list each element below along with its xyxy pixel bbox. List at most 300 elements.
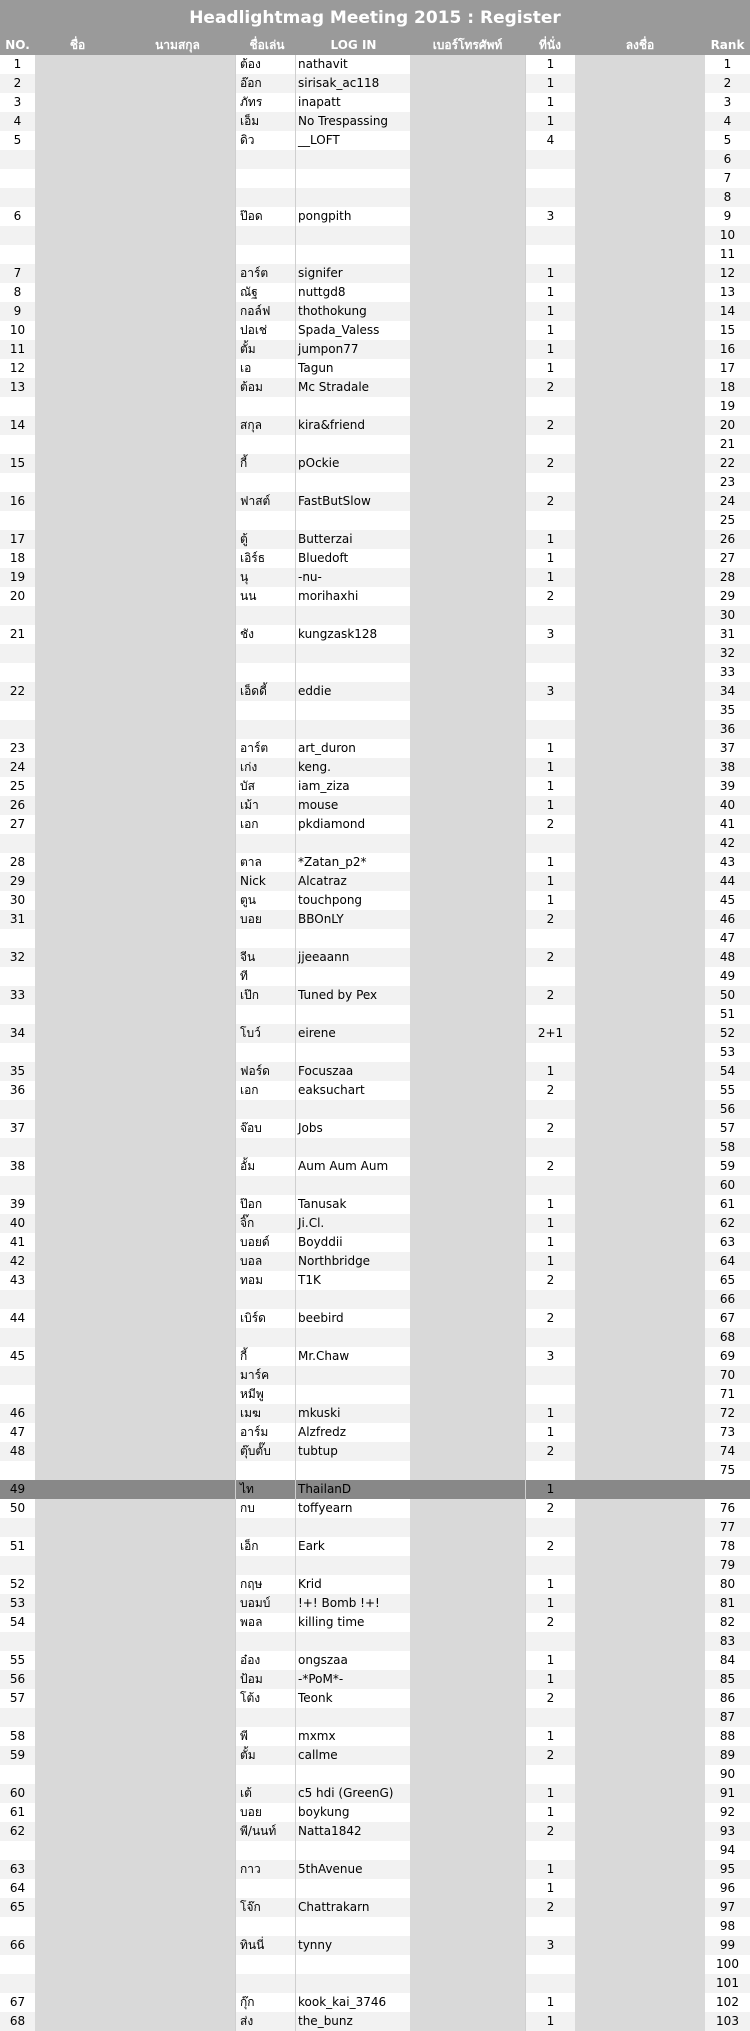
cell-no: 65 [9, 1900, 26, 1914]
table-row [0, 511, 750, 530]
cell-seats: 2 [525, 1613, 575, 1632]
cell-login: the_bunz [295, 2012, 410, 2031]
cell-seats: 1 [525, 74, 575, 93]
cell-no [0, 1556, 35, 1575]
cell-seats: 3 [525, 1936, 575, 1955]
cell-seats [525, 701, 575, 720]
cell-nickname: อาร์ต [235, 739, 295, 758]
cell-no [0, 1176, 35, 1195]
cell-no: 41 [9, 1235, 26, 1249]
cell-login [295, 511, 410, 530]
cell-last-name [120, 929, 235, 948]
cell-phone [410, 1328, 525, 1347]
cell-no: 36 [9, 1083, 26, 1097]
cell-phone [410, 1138, 525, 1157]
cell-sign [575, 568, 705, 587]
cell-login: tubtup [295, 1442, 410, 1461]
cell-nickname [235, 435, 295, 454]
cell-no: 68 [9, 2014, 26, 2028]
cell-nickname [235, 1955, 295, 1974]
cell-sign [575, 1252, 705, 1271]
cell-login: Eark [295, 1537, 410, 1556]
cell-rank: 44 [719, 874, 736, 888]
cell-nickname [235, 1176, 295, 1195]
cell-rank: 56 [719, 1102, 736, 1116]
cell-phone [410, 1936, 525, 1955]
cell-phone [410, 910, 525, 929]
cell-nickname: จ๊อบ [235, 1119, 295, 1138]
table-row [0, 1081, 750, 1100]
cell-seats: 1 [525, 568, 575, 587]
cell-phone [410, 1708, 525, 1727]
cell-phone [410, 853, 525, 872]
cell-sign [575, 1062, 705, 1081]
cell-login [295, 397, 410, 416]
cell-first-name [35, 1290, 120, 1309]
cell-first-name [35, 131, 120, 150]
cell-seats: 1 [525, 739, 575, 758]
cell-last-name [120, 1974, 235, 1993]
cell-first-name [35, 587, 120, 606]
table-row [0, 435, 750, 454]
cell-login: art_duron [295, 739, 410, 758]
cell-nickname: บัส [235, 777, 295, 796]
cell-first-name [35, 701, 120, 720]
cell-login: No Trespassing [295, 112, 410, 131]
cell-no: 2 [13, 76, 22, 90]
cell-first-name [35, 1005, 120, 1024]
cell-last-name [120, 568, 235, 587]
cell-rank: 29 [719, 589, 736, 603]
cell-login: Bluedoft [295, 549, 410, 568]
cell-phone [410, 1917, 525, 1936]
cell-last-name [120, 1233, 235, 1252]
cell-last-name [120, 492, 235, 511]
cell-rank: 23 [719, 475, 736, 489]
cell-rank: 41 [719, 817, 736, 831]
cell-seats [525, 1328, 575, 1347]
cell-login: Boyddii [295, 1233, 410, 1252]
cell-no: 51 [9, 1539, 26, 1553]
cell-rank: 101 [716, 1976, 739, 1990]
cell-sign [575, 473, 705, 492]
cell-sign [575, 264, 705, 283]
cell-sign [575, 853, 705, 872]
cell-no: 22 [9, 684, 26, 698]
cell-sign [575, 283, 705, 302]
cell-last-name [120, 739, 235, 758]
cell-sign [575, 1385, 705, 1404]
cell-nickname [235, 226, 295, 245]
table-row [0, 682, 750, 701]
cell-no [0, 644, 35, 663]
cell-seats: 1 [525, 2012, 575, 2031]
cell-rank: 102 [716, 1995, 739, 2009]
table-row [0, 1195, 750, 1214]
cell-phone [410, 1784, 525, 1803]
cell-login: nuttgd8 [295, 283, 410, 302]
table-row [0, 1404, 750, 1423]
cell-last-name [120, 1062, 235, 1081]
cell-last-name [120, 758, 235, 777]
cell-no: 35 [9, 1064, 26, 1078]
cell-sign [575, 340, 705, 359]
cell-rank: 26 [719, 532, 736, 546]
cell-last-name [120, 1955, 235, 1974]
table-row [0, 1518, 750, 1537]
cell-sign [575, 948, 705, 967]
cell-first-name [35, 891, 120, 910]
cell-no [0, 720, 35, 739]
cell-last-name [120, 1841, 235, 1860]
cell-sign [575, 1347, 705, 1366]
table-row [0, 758, 750, 777]
cell-last-name [120, 245, 235, 264]
cell-no: 5 [13, 133, 22, 147]
cell-sign [575, 1195, 705, 1214]
cell-seats: 2 [525, 1898, 575, 1917]
cell-nickname [235, 1879, 295, 1898]
table-row [0, 1803, 750, 1822]
cell-no: 6 [13, 209, 22, 223]
cell-first-name [35, 1879, 120, 1898]
cell-first-name [35, 1860, 120, 1879]
cell-login: 5thAvenue [295, 1860, 410, 1879]
cell-nickname [235, 1138, 295, 1157]
cell-login: tynny [295, 1936, 410, 1955]
table-row [0, 397, 750, 416]
cell-login: iam_ziza [295, 777, 410, 796]
cell-phone [410, 644, 525, 663]
cell-seats: 2 [525, 1119, 575, 1138]
cell-seats: 2 [525, 1309, 575, 1328]
cell-last-name [120, 226, 235, 245]
cell-last-name [120, 397, 235, 416]
cell-last-name [120, 473, 235, 492]
cell-nickname [235, 1632, 295, 1651]
cell-login: toffyearn [295, 1499, 410, 1518]
cell-nickname [235, 1974, 295, 1993]
cell-nickname: พี [235, 1727, 295, 1746]
cell-first-name [35, 853, 120, 872]
cell-sign [575, 625, 705, 644]
cell-sign [575, 796, 705, 815]
cell-no [0, 245, 35, 264]
cell-first-name [35, 815, 120, 834]
cell-login: Tanusak [295, 1195, 410, 1214]
table-row [0, 606, 750, 625]
cell-seats [525, 967, 575, 986]
cell-rank: 98 [719, 1919, 736, 1933]
cell-last-name [120, 1499, 235, 1518]
cell-seats: 1 [525, 359, 575, 378]
cell-no: 55 [9, 1653, 26, 1667]
cell-last-name [120, 1803, 235, 1822]
cell-sign [575, 986, 705, 1005]
cell-no [0, 1005, 35, 1024]
cell-nickname: ฟอร์ด [235, 1062, 295, 1081]
cell-phone [410, 1309, 525, 1328]
cell-login [295, 1005, 410, 1024]
cell-last-name [120, 131, 235, 150]
cell-rank: 14 [719, 304, 736, 318]
cell-phone [410, 264, 525, 283]
cell-login: ongszaa [295, 1651, 410, 1670]
table-row [0, 720, 750, 739]
cell-phone [410, 1689, 525, 1708]
cell-nickname: ปอเช่ [235, 321, 295, 340]
cell-no [0, 1328, 35, 1347]
cell-rank: 43 [719, 855, 736, 869]
cell-rank: 72 [719, 1406, 736, 1420]
cell-nickname: อั้ม [235, 1157, 295, 1176]
cell-no: 23 [9, 741, 26, 755]
cell-last-name [120, 150, 235, 169]
cell-login: ThailanD [295, 1480, 410, 1499]
table-row [0, 207, 750, 226]
cell-phone [410, 1423, 525, 1442]
cell-last-name [120, 188, 235, 207]
cell-sign [575, 1328, 705, 1347]
cell-rank: 10 [719, 228, 736, 242]
cell-seats: 1 [525, 55, 575, 74]
cell-nickname: เอ [235, 359, 295, 378]
cell-no [0, 929, 35, 948]
cell-login [295, 1879, 410, 1898]
cell-no: 39 [9, 1197, 26, 1211]
cell-last-name [120, 1157, 235, 1176]
cell-no [0, 1385, 35, 1404]
cell-seats: 1 [525, 1480, 575, 1499]
cell-nickname: ป๊อก [235, 1195, 295, 1214]
cell-sign [575, 1765, 705, 1784]
cell-rank: 95 [719, 1862, 736, 1876]
cell-seats [525, 1461, 575, 1480]
cell-last-name [120, 1575, 235, 1594]
cell-seats: 1 [525, 1784, 575, 1803]
table-row [0, 1157, 750, 1176]
cell-last-name [120, 777, 235, 796]
cell-first-name [35, 1670, 120, 1689]
cell-last-name [120, 1347, 235, 1366]
cell-first-name [35, 1252, 120, 1271]
cell-seats: 1 [525, 1594, 575, 1613]
cell-seats: 1 [525, 1993, 575, 2012]
table-row [0, 1233, 750, 1252]
cell-rank: 5 [723, 133, 732, 147]
cell-rank: 77 [719, 1520, 736, 1534]
cell-sign [575, 1651, 705, 1670]
cell-rank: 17 [719, 361, 736, 375]
cell-last-name [120, 1005, 235, 1024]
cell-sign [575, 1043, 705, 1062]
cell-last-name [120, 1765, 235, 1784]
cell-phone [410, 511, 525, 530]
cell-login [295, 1518, 410, 1537]
cell-phone [410, 1062, 525, 1081]
cell-sign [575, 1271, 705, 1290]
cell-last-name [120, 872, 235, 891]
cell-no [0, 1841, 35, 1860]
cell-first-name [35, 1195, 120, 1214]
cell-phone [410, 1480, 525, 1499]
cell-seats: 2 [525, 587, 575, 606]
cell-first-name [35, 1309, 120, 1328]
table-row [0, 1366, 750, 1385]
cell-phone [410, 1233, 525, 1252]
cell-rank: 75 [719, 1463, 736, 1477]
cell-rank: 15 [719, 323, 736, 337]
cell-phone [410, 1955, 525, 1974]
cell-no: 58 [9, 1729, 26, 1743]
cell-first-name [35, 1917, 120, 1936]
cell-sign [575, 492, 705, 511]
cell-nickname [235, 929, 295, 948]
cell-no [0, 1632, 35, 1651]
cell-seats [525, 1366, 575, 1385]
cell-no: 10 [9, 323, 26, 337]
cell-last-name [120, 682, 235, 701]
table-row [0, 1328, 750, 1347]
cell-login [295, 663, 410, 682]
cell-last-name [120, 378, 235, 397]
cell-seats: 3 [525, 682, 575, 701]
cell-login [295, 644, 410, 663]
cell-login: thothokung [295, 302, 410, 321]
cell-nickname: อาร์ต [235, 264, 295, 283]
cell-nickname: เมฆ [235, 1404, 295, 1423]
cell-sign [575, 1081, 705, 1100]
cell-login: Spada_Valess [295, 321, 410, 340]
cell-nickname: เม้า [235, 796, 295, 815]
cell-sign [575, 1214, 705, 1233]
cell-rank: 85 [719, 1672, 736, 1686]
table-row [0, 568, 750, 587]
table-row [0, 188, 750, 207]
cell-sign [575, 511, 705, 530]
table-row [0, 891, 750, 910]
cell-nickname: พอล [235, 1613, 295, 1632]
cell-login: -nu- [295, 568, 410, 587]
cell-rank: 31 [719, 627, 736, 641]
cell-rank: 3 [723, 95, 732, 109]
cell-no: 49 [0, 1480, 35, 1499]
cell-rank: 58 [719, 1140, 736, 1154]
cell-first-name [35, 1461, 120, 1480]
cell-no: 4 [13, 114, 22, 128]
table-row [0, 1708, 750, 1727]
cell-sign [575, 1613, 705, 1632]
cell-seats: 2 [525, 1081, 575, 1100]
cell-login [295, 1917, 410, 1936]
cell-sign [575, 454, 705, 473]
cell-phone [410, 1271, 525, 1290]
cell-no [0, 1518, 35, 1537]
cell-no [0, 397, 35, 416]
cell-no: 13 [9, 380, 26, 394]
cell-seats: 2 [525, 910, 575, 929]
cell-nickname: ดิว [235, 131, 295, 150]
cell-seats [525, 1765, 575, 1784]
table-row [0, 264, 750, 283]
table-row [0, 777, 750, 796]
cell-sign [575, 587, 705, 606]
cell-phone [410, 1119, 525, 1138]
cell-first-name [35, 74, 120, 93]
cell-rank: 33 [719, 665, 736, 679]
header-last-name: นามสกุล [120, 36, 235, 55]
cell-login: mouse [295, 796, 410, 815]
table-row [0, 226, 750, 245]
cell-no [0, 1461, 35, 1480]
table-body [0, 55, 750, 2031]
cell-nickname: เอิร์ธ [235, 549, 295, 568]
cell-phone [410, 1727, 525, 1746]
table-row [0, 1138, 750, 1157]
cell-rank: 46 [719, 912, 736, 926]
cell-no: 37 [9, 1121, 26, 1135]
cell-nickname [235, 245, 295, 264]
cell-rank: 59 [719, 1159, 736, 1173]
cell-nickname [235, 606, 295, 625]
cell-login [295, 1138, 410, 1157]
cell-no: 1 [13, 57, 22, 71]
cell-last-name [120, 1936, 235, 1955]
cell-rank: 89 [719, 1748, 736, 1762]
cell-seats: 2+1 [525, 1024, 575, 1043]
table-row [0, 492, 750, 511]
cell-nickname: เอ็ม [235, 112, 295, 131]
cell-phone [410, 796, 525, 815]
cell-rank: 19 [719, 399, 736, 413]
cell-no: 20 [9, 589, 26, 603]
cell-phone [410, 1746, 525, 1765]
cell-seats: 1 [525, 340, 575, 359]
table-row [0, 1860, 750, 1879]
table-row [0, 929, 750, 948]
cell-nickname: ตุ๊บตั๊บ [235, 1442, 295, 1461]
cell-no: 30 [9, 893, 26, 907]
cell-seats [525, 188, 575, 207]
cell-nickname: เบิร์ด [235, 1309, 295, 1328]
cell-phone [410, 1442, 525, 1461]
cell-first-name [35, 568, 120, 587]
cell-sign [575, 435, 705, 454]
table-row [0, 1575, 750, 1594]
cell-no [0, 435, 35, 454]
cell-phone [410, 625, 525, 644]
cell-first-name [35, 1119, 120, 1138]
cell-sign [575, 682, 705, 701]
cell-login: boykung [295, 1803, 410, 1822]
cell-sign [575, 1594, 705, 1613]
cell-seats: 2 [525, 454, 575, 473]
cell-nickname [235, 1100, 295, 1119]
cell-last-name [120, 1670, 235, 1689]
cell-first-name [35, 93, 120, 112]
cell-nickname: เอก [235, 1081, 295, 1100]
cell-no: 25 [9, 779, 26, 793]
cell-first-name [35, 967, 120, 986]
table-row [0, 1309, 750, 1328]
cell-nickname [235, 701, 295, 720]
cell-no: 45 [9, 1349, 26, 1363]
cell-sign [575, 1860, 705, 1879]
cell-phone [410, 1005, 525, 1024]
cell-last-name [120, 1556, 235, 1575]
cell-seats: 2 [525, 1822, 575, 1841]
cell-nickname: ภัทร [235, 93, 295, 112]
